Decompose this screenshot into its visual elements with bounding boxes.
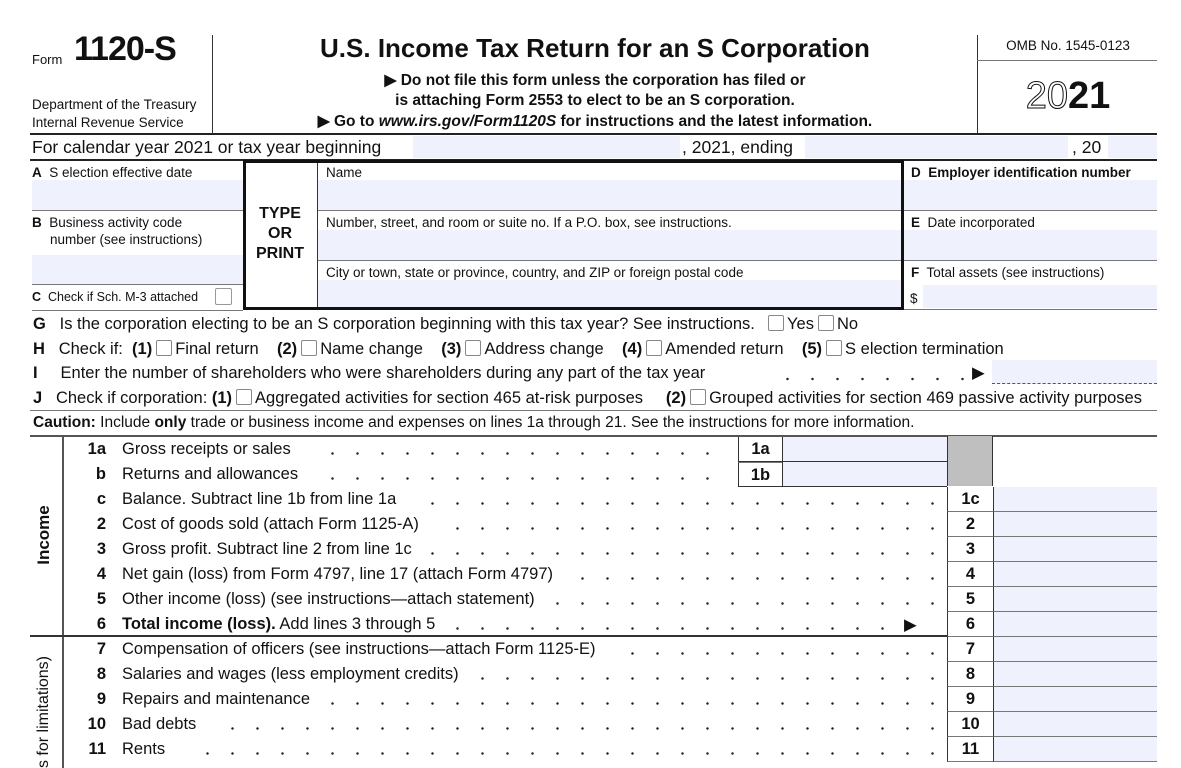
line-2-input[interactable] [993,512,1157,537]
line-description [122,440,291,459]
line-number: 3 [96,540,106,558]
line-number: b [95,465,106,483]
line-10-input[interactable] [993,712,1157,737]
item-a-letter: A [32,165,42,180]
h-option-checkbox[interactable] [156,340,172,356]
item-d-letter: D [911,165,921,180]
line-description [122,615,435,634]
line-box-label: 10 [947,712,993,737]
line-text: Cost of goods sold (attach Form 1125-A) [122,515,419,533]
department: Department of the Treasury [32,97,197,112]
line-description [122,540,412,559]
g-letter: G [33,315,46,333]
g-yes-label: Yes [787,315,814,333]
g-no-label: No [836,315,859,333]
leader-dots [420,487,942,512]
leader-dots [420,537,942,562]
line-7 [62,637,1157,662]
h-option-label: Final return [175,340,259,358]
tax-year-mid-label: , 2021, ending [682,137,793,157]
item-b-label [32,215,182,230]
line-number: 2 [96,515,106,533]
leader-dots [445,612,892,637]
caution-post: trade or business income and expenses on lines 1a through 21. See the instructions for more information. [186,414,915,431]
form-title: U.S. Income Tax Return for an S Corporation [320,33,870,63]
city-input[interactable] [318,280,901,307]
tax-year-year-input[interactable] [1108,136,1157,158]
line-6 [62,612,1157,637]
currency-symbol: $ [910,291,918,306]
g-no-checkbox[interactable] [818,315,834,331]
sch-m3-checkbox[interactable] [215,288,232,305]
leader-dots [445,512,942,537]
leader-dots [195,737,942,762]
line-description [122,690,310,709]
item-e-letter: E [911,215,921,230]
line-number: 5 [96,590,106,608]
form-number: 1120-S [74,30,176,68]
h-option-label: Amended return [665,340,784,358]
item-c-label [32,290,198,304]
line-text: Salaries and wages (less employment credits) [122,665,459,683]
h-option-number: (2) [277,340,298,358]
line-box-label: 11 [947,737,993,762]
line-box-label: 1a [738,437,782,462]
form-label: Form [32,52,63,67]
j-text: Check if corporation: [55,389,208,407]
line-3-input[interactable] [993,537,1157,562]
line-text: Returns and allowances [122,465,299,483]
leader-dots [320,437,728,462]
year-outline: 20 [1025,75,1068,117]
line-number: 4 [96,565,106,583]
j-aggregated-checkbox[interactable] [236,389,252,405]
income-section-label: Income [34,505,53,565]
line-description [122,740,165,759]
irs-link[interactable]: www.irs.gov/Form1120S [378,113,557,130]
tax-year-begin-input[interactable] [413,136,680,158]
tax-year [978,75,1158,118]
item-d-label [911,165,1131,180]
item-b-text-1: Business activity code [49,215,183,230]
city-label: City or town, state or province, country, and ZIP or foreign postal code [326,265,744,280]
line-text: Repairs and maintenance [122,690,311,708]
g-yes-checkbox[interactable] [768,315,784,331]
question-g [33,315,858,334]
line-number: 1a [87,440,106,458]
line-6-input[interactable] [993,612,1157,637]
item-f-label [911,265,1104,280]
deductions-section-label: s for limitations) [35,655,52,768]
line-text: Net gain (loss) from Form 4797, line 17 (attach Form 4797) [122,565,554,583]
line-description [122,565,553,584]
item-c-letter: C [32,290,42,304]
item-a-label [32,165,192,180]
type-or-print-label [250,204,310,264]
line-1c [62,487,1157,512]
leader-dots [545,587,942,612]
g-text: Is the corporation electing to be an S corporation beginning with this tax year? See instructions. [59,315,755,333]
year-bold: 21 [1068,75,1111,117]
j-grouped-checkbox[interactable] [690,389,706,405]
line-3 [62,537,1157,562]
line-1b [62,462,1157,487]
caution-label: Caution: [33,414,96,431]
h-option-number: (5) [801,340,823,358]
filing-note-1: ▶ Do not file this form unless the corporation has filed or [384,72,806,89]
shareholders-count-input[interactable] [992,360,1157,384]
line-box-label: 6 [947,612,993,637]
line-9 [62,687,1157,712]
instructions-note [213,112,977,131]
line-1b-input[interactable] [782,462,947,487]
caution-only: only [154,414,187,431]
question-i [33,364,705,383]
line-number: 7 [96,640,106,658]
item-a-text: S election effective date [49,165,193,180]
line-box-label: 3 [947,537,993,562]
name-label: Name [326,165,363,180]
j-opt1-label: Aggregated activities for section 465 at-risk purposes [255,389,643,407]
line-number: 9 [96,690,106,708]
line-description [122,590,535,609]
tax-year-end-input[interactable] [805,136,1068,158]
item-b-letter: B [32,215,42,230]
business-code-input[interactable] [32,255,243,284]
arrow-icon: ▶ [904,616,917,634]
line-box-label: 2 [947,512,993,537]
line-text: Other income (loss) (see instructions—attach statement) [122,590,535,608]
ein-input[interactable] [904,180,1157,210]
h-option-number: (3) [441,340,462,358]
street-label: Number, street, and room or suite no. If a P.O. box, see instructions. [326,215,732,230]
item-f-letter: F [911,265,920,280]
item-d-text: Employer identification number [928,165,1131,180]
line-description [122,665,459,684]
caution-note [33,414,914,432]
line-box-label: 1b [738,462,782,487]
j-opt2-label: Grouped activities for section 469 passive activity purposes [709,389,1142,407]
leader-dots [470,662,942,687]
tax-year-suffix: , 20 [1072,137,1102,157]
h-option-number: (1) [132,340,153,358]
total-assets-input[interactable] [923,285,1157,308]
h-option-checkbox[interactable] [465,340,481,356]
line-box-label: 7 [947,637,993,662]
print-word: PRINT [256,245,304,262]
leader-dots [320,462,728,487]
leader-dots [320,687,942,712]
line-1a [62,437,1157,462]
line-text: Bad debts [122,715,197,733]
item-b-text-2: number (see instructions) [50,232,203,247]
line-text: Add lines 3 through 5 [275,615,436,633]
h-option-label: Name change [320,340,423,358]
line-4 [62,562,1157,587]
item-f-text: Total assets (see instructions) [926,265,1105,280]
line-text: Balance. Subtract line 1b from line 1a [122,490,397,508]
item-e-label [911,215,1035,230]
street-input[interactable] [318,230,901,260]
j-opt1-number: (1) [211,389,233,407]
line-8-input[interactable] [993,662,1157,687]
leader-dots [220,712,942,737]
name-input[interactable] [318,180,901,210]
line-description [122,465,298,484]
line-8 [62,662,1157,687]
line-9-input[interactable] [993,687,1157,712]
line-5-input[interactable] [993,587,1157,612]
question-j [33,389,1142,408]
line-number: 10 [87,715,106,733]
line-10 [62,712,1157,737]
h-option-number: (4) [622,340,643,358]
i-text: Enter the number of shareholders who were shareholders during any part of the tax year [60,364,706,382]
line-text: Rents [122,740,166,758]
line-number: 11 [88,740,106,758]
line-description [122,490,396,509]
h-option-checkbox[interactable] [301,340,317,356]
line-text: Gross receipts or sales [122,440,291,458]
note-suffix: for instructions and the latest information. [556,113,873,130]
omb-number: OMB No. 1545-0123 [1006,38,1130,53]
date-incorporated-input[interactable] [904,230,1157,260]
line-text: Gross profit. Subtract line 2 from line 1c [122,540,412,558]
line-box-label: 9 [947,687,993,712]
line-2 [62,512,1157,537]
line-box-label: 8 [947,662,993,687]
line-1a-input[interactable] [782,437,947,462]
line-description [122,515,419,534]
i-leader-dots [775,362,965,384]
type-word: TYPE [259,205,301,222]
line-7-input[interactable] [993,637,1157,662]
line-5 [62,587,1157,612]
line-11-input[interactable] [993,737,1157,762]
leader-dots [620,637,942,662]
or-word: OR [268,225,292,242]
line-description [122,715,196,734]
line-1c-input[interactable] [993,487,1157,512]
leader-dots [570,562,942,587]
filing-note-2: is attaching Form 2553 to elect to be an S corporation. [395,92,795,109]
line-text: Compensation of officers (see instructions—attach Form 1125-E) [122,640,596,658]
i-letter: I [33,364,38,382]
note-prefix: ▶ Go to [317,113,379,130]
line-4-input[interactable] [993,562,1157,587]
arrow-icon: ▶ [972,364,985,382]
line-number: 6 [96,615,106,633]
caution-pre: Include [95,414,155,431]
line-box-label: 5 [947,587,993,612]
line-bold-text: Total income (loss). [122,615,276,633]
h-option-checkbox[interactable] [646,340,662,356]
tax-year-label: For calendar year 2021 or tax year beginning [32,137,382,157]
line-box-label: 1c [947,487,993,512]
item-c-text: Check if Sch. M-3 attached [47,290,199,304]
line-box-label: 4 [947,562,993,587]
j-letter: J [33,389,43,407]
question-h [33,340,1013,359]
h-option-label: S election termination [845,340,1004,358]
line-11 [62,737,1157,762]
h-option-checkbox[interactable] [826,340,842,356]
j-opt2-number: (2) [665,389,687,407]
h-text: Check if: [58,340,123,358]
line-number: 8 [96,665,106,683]
s-election-date-input[interactable] [32,180,243,210]
h-letter: H [33,340,45,358]
h-option-label: Address change [484,340,604,358]
line-number: c [96,490,106,508]
item-e-text: Date incorporated [927,215,1035,230]
line-description [122,640,596,659]
agency: Internal Revenue Service [32,115,184,130]
